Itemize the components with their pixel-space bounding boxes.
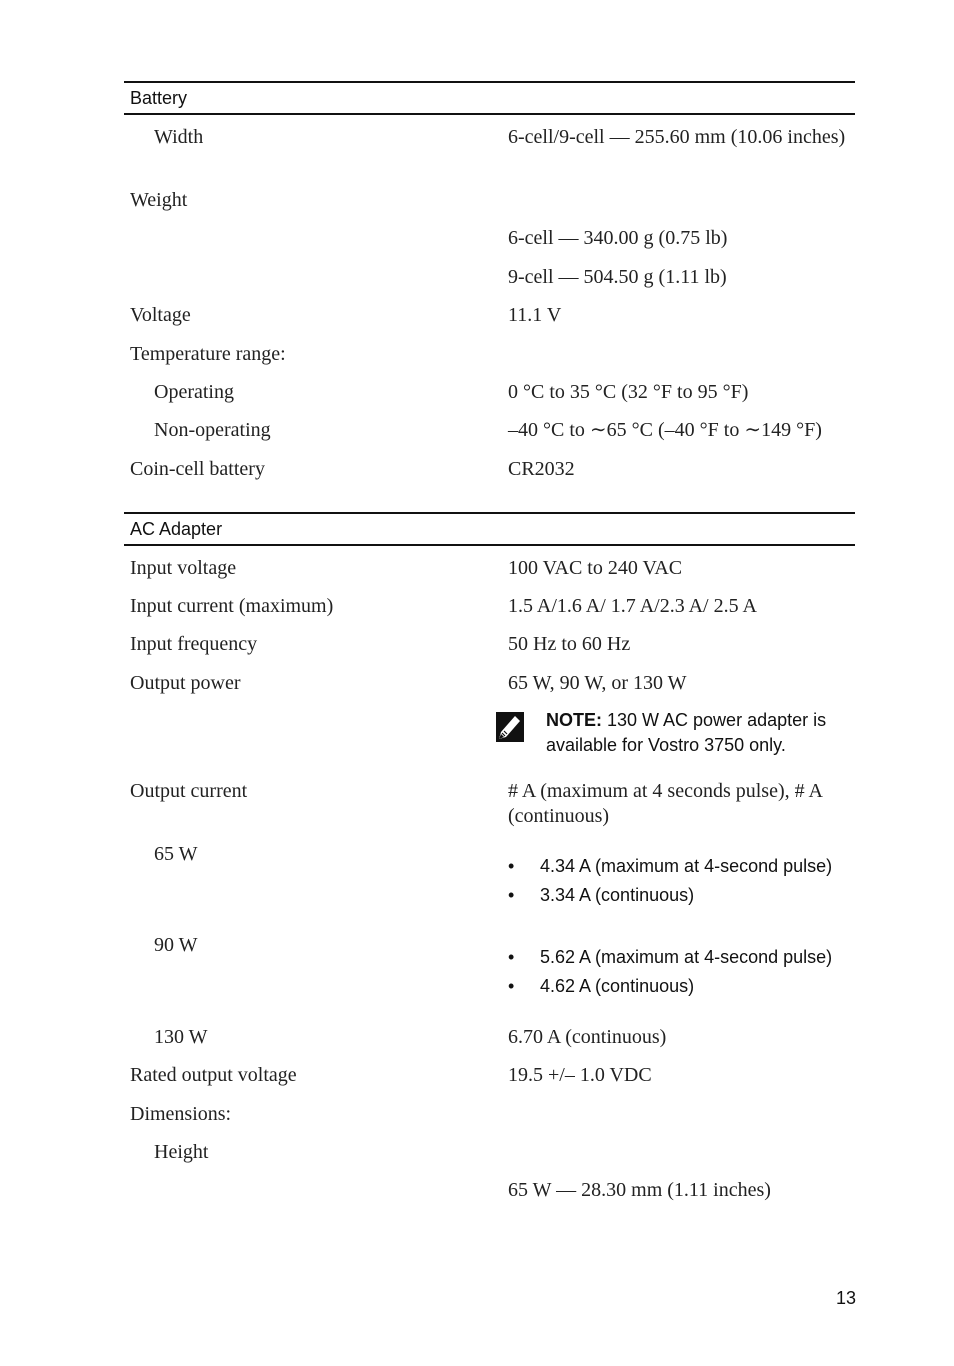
operating-label: Operating <box>154 381 234 403</box>
list-item <box>508 943 853 972</box>
ac-adapter-header-text: AC Adapter <box>130 519 223 539</box>
input-frequency-label: Input frequency <box>130 633 258 655</box>
input-current-label: Input current (maximum) <box>130 595 334 617</box>
height-label: Height <box>154 1141 209 1163</box>
height-value: 65 W — 28.30 mm (1.11 inches) <box>508 1179 771 1201</box>
input-frequency-value: 50 Hz to 60 Hz <box>508 633 631 655</box>
rated-output-label: Rated output voltage <box>130 1064 297 1086</box>
battery-section-header <box>124 81 855 115</box>
dimensions-label: Dimensions: <box>130 1103 232 1125</box>
temperature-label: Temperature range: <box>130 343 286 365</box>
weight-9cell-value: 9-cell — 504.50 g (1.11 lb) <box>508 266 727 288</box>
w65-label: 65 W <box>154 843 198 865</box>
page-number: 13 <box>835 1288 856 1308</box>
output-current-value: # A (maximum at 4 seconds pulse), # A (continuous) <box>508 780 822 827</box>
output-current-label: Output current <box>130 780 248 802</box>
voltage-label: Voltage <box>130 304 191 326</box>
w90-bullet-list <box>508 943 853 1001</box>
note-pencil-icon <box>496 712 524 742</box>
rated-output-value: 19.5 +/– 1.0 VDC <box>508 1064 652 1086</box>
output-power-value: 65 W, 90 W, or 130 W <box>508 672 687 694</box>
nonoperating-label: Non-operating <box>154 419 271 441</box>
w90-label: 90 W <box>154 934 198 956</box>
bullet-icon: • <box>508 947 515 967</box>
weight-6cell-value: 6-cell — 340.00 g (0.75 lb) <box>508 227 728 249</box>
list-item <box>508 852 853 881</box>
note-body: 130 W AC power adapter is available for Vostro 3750 only. <box>546 710 827 755</box>
nonoperating-value: –40 °C to ∼65 °C (–40 °F to ∼149 °F) <box>508 419 822 441</box>
voltage-value: 11.1 V <box>508 304 562 326</box>
ac-adapter-section-header <box>124 512 855 546</box>
battery-header-text: Battery <box>130 88 188 108</box>
width-label: Width <box>154 126 204 148</box>
coincell-value: CR2032 <box>508 458 575 480</box>
operating-value: 0 °C to 35 °C (32 °F to 95 °F) <box>508 381 749 403</box>
w130-label: 130 W <box>154 1026 208 1048</box>
output-power-label: Output power <box>130 672 241 694</box>
input-current-value: 1.5 A/1.6 A/ 1.7 A/2.3 A/ 2.5 A <box>508 595 757 617</box>
bullet-icon: • <box>508 976 515 996</box>
bullet-text: 4.62 A (continuous) <box>540 976 695 996</box>
note-label: NOTE: <box>546 710 602 730</box>
w65-bullet-list <box>508 852 853 910</box>
note-text-block <box>546 708 851 758</box>
bullet-text: 5.62 A (maximum at 4-second pulse) <box>540 947 833 967</box>
list-item <box>508 881 853 910</box>
bullet-icon: • <box>508 856 515 876</box>
weight-label: Weight <box>130 189 188 211</box>
w130-value: 6.70 A (continuous) <box>508 1026 667 1048</box>
bullet-icon: • <box>508 885 515 905</box>
list-item <box>508 972 853 1001</box>
bullet-text: 3.34 A (continuous) <box>540 885 695 905</box>
width-value: 6-cell/9-cell — 255.60 mm (10.06 inches) <box>508 126 846 148</box>
coincell-label: Coin-cell battery <box>130 458 265 480</box>
bullet-text: 4.34 A (maximum at 4-second pulse) <box>540 856 833 876</box>
input-voltage-label: Input voltage <box>130 557 237 579</box>
input-voltage-value: 100 VAC to 240 VAC <box>508 557 683 579</box>
